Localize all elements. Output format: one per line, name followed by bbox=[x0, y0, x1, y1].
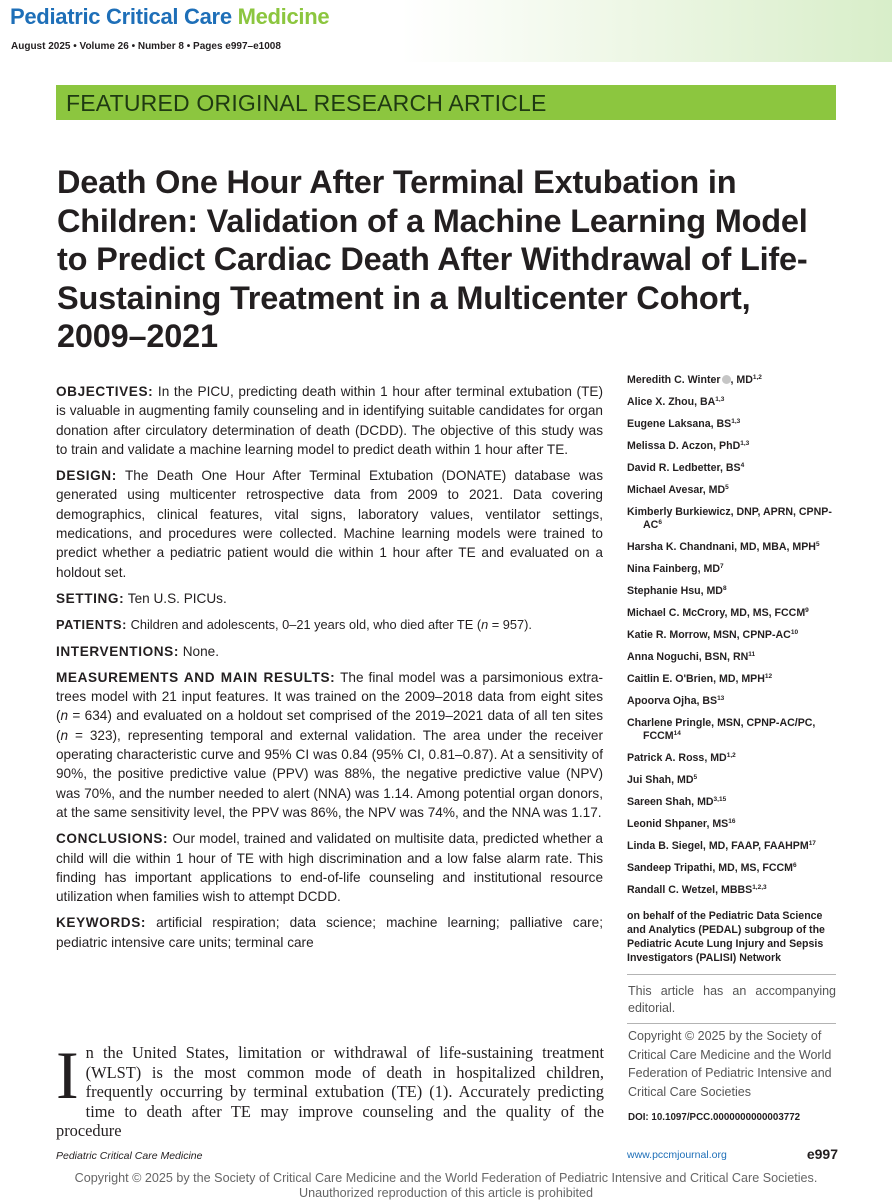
abstract-measurements bbox=[56, 668, 603, 822]
author-affiliation: 12 bbox=[764, 673, 773, 680]
author-affiliation: 10 bbox=[790, 629, 799, 636]
watermark-line: Unauthorized reproduction of this article is prohibited bbox=[298, 1186, 594, 1200]
author-name: Jui Shah, MD bbox=[627, 774, 694, 786]
author-item bbox=[627, 374, 842, 387]
author-item bbox=[627, 506, 842, 532]
author-affiliation: 5 bbox=[693, 774, 698, 781]
author-name: Eugene Laksana, BS bbox=[627, 418, 732, 430]
author-name: Michael C. McCrory, MD, MS, FCCM bbox=[627, 607, 806, 619]
author-name: Sareen Shah, MD bbox=[627, 796, 714, 808]
author-item bbox=[627, 629, 842, 642]
author-affiliation: 17 bbox=[808, 840, 816, 847]
editorial-note: This article has an accompanying editorial. bbox=[628, 984, 836, 1015]
copyright-watermark bbox=[0, 1171, 892, 1201]
abstract-conclusions bbox=[56, 829, 603, 906]
section-label: SETTING: bbox=[56, 590, 125, 606]
body-paragraph bbox=[56, 1037, 604, 1141]
author-affiliation: 11 bbox=[748, 651, 756, 658]
section-text: The final model was a parsimonious extra-trees model with 21 input features. It was trained on the 2009–2018 data from eight sites ( bbox=[56, 669, 604, 724]
section-label: KEYWORDS: bbox=[56, 915, 146, 931]
body-text: n the United States, limitation or withdrawal of life-sustaining treatment (WLST) is the most common mode of death in hospitalized children, frequently occurring by terminal extubation (TE) (1). Accurately predicting time to death after TE may improve counseling and the quality of the procedure bbox=[56, 1043, 604, 1140]
author-affiliation: 1,2 bbox=[752, 374, 762, 381]
section-text: Ten U.S. PICUs. bbox=[127, 590, 227, 606]
article-title: Death One Hour After Terminal Extubation in Children: Validation of a Machine Learning Model to Predict Cardiac Death After Withdrawal of Life-Sustaining Treatment in a Multicenter Cohort, 2009–2021 bbox=[57, 164, 808, 354]
author-item bbox=[627, 818, 842, 831]
author-item bbox=[627, 673, 842, 686]
author-name: Leonid Shpaner, MS bbox=[627, 818, 729, 830]
author-name: Sandeep Tripathi, MD, MS, FCCM bbox=[627, 862, 793, 874]
author-affiliation: 16 bbox=[728, 818, 736, 825]
section-text: The Death One Hour After Terminal Extubation (DONATE) database was generated using multicenter retrospective data from 2009 to 2021. Data covering demographics, clinical features, vital signs, laboratory values, ventilator settings, medications, and procedures were collected. Machine learning models were trained to predict whether a pediatric patient would die within 1 hour after TE and evaluated on a holdout set. bbox=[56, 468, 604, 580]
author-name: Patrick A. Ross, MD bbox=[627, 752, 727, 764]
author-item bbox=[627, 752, 842, 765]
author-item bbox=[627, 396, 842, 409]
author-item bbox=[627, 840, 842, 853]
drop-cap: I bbox=[56, 1037, 79, 1113]
featured-banner: FEATURED ORIGINAL RESEARCH ARTICLE bbox=[56, 85, 836, 120]
author-affiliation: 8 bbox=[722, 585, 727, 592]
author-affiliation: 13 bbox=[717, 695, 725, 702]
footer-url-link[interactable]: www.pccmjournal.org bbox=[627, 1149, 727, 1161]
author-affiliation: 5 bbox=[725, 484, 729, 491]
author-affiliation: 1,2 bbox=[726, 752, 736, 759]
author-item bbox=[627, 796, 842, 809]
section-label: PATIENTS: bbox=[56, 617, 128, 633]
author-group-note: on behalf of the Pediatric Data Science and Analytics (PEDAL) subgroup of the Pediatric Acute Lung Injury and Sepsis Investigators (PALISI) Network bbox=[627, 910, 825, 964]
author-name: Charlene Pringle, MSN, CPNP-AC/PC, FCCM bbox=[627, 717, 816, 742]
n-symbol: n bbox=[60, 727, 69, 743]
issue-line: August 2025 • Volume 26 • Number 8 • Pages e997–e1008 bbox=[11, 41, 281, 52]
sidebar-divider bbox=[627, 1023, 836, 1024]
abstract-interventions bbox=[56, 642, 603, 661]
author-item bbox=[627, 884, 842, 897]
journal-title-accent: Medicine bbox=[237, 4, 330, 29]
author-name: Alice X. Zhou, BA bbox=[627, 396, 716, 408]
orcid-icon[interactable] bbox=[722, 375, 731, 384]
author-item bbox=[627, 484, 842, 497]
section-text: = 323), representing temporal and external validation. The area under the receiver operating characteristic curve and 95% CI was 0.84 (95% CI, 0.81–0.87). At a sensitivity of 90%, the positive predictive value (PPV) was 88%, the negative predictive value (NPV) was 70%, and the number needed to alert (NNA) was 1.14. Among potential organ donors, at the same sensitivity level, the PPV was 86%, the NPV was 74%, and the NNA was 1.17. bbox=[56, 727, 603, 820]
author-name: Randall C. Wetzel, MBBS bbox=[627, 884, 753, 896]
author-affiliation: 9 bbox=[805, 607, 809, 614]
author-affiliation: 3,15 bbox=[713, 796, 727, 803]
n-symbol: n bbox=[60, 708, 69, 724]
author-item bbox=[627, 418, 842, 431]
copyright-notice: Copyright © 2025 by the Society of Critical Care Medicine and the World Federation of Pediatric Intensive and Critical Care Societies bbox=[628, 1029, 832, 1099]
section-label: INTERVENTIONS: bbox=[56, 643, 179, 659]
author-item bbox=[627, 563, 842, 576]
section-text: = 957). bbox=[488, 617, 532, 633]
abstract-objectives bbox=[56, 382, 603, 459]
journal-title bbox=[10, 4, 329, 30]
author-item bbox=[627, 651, 842, 664]
author-affiliation: 14 bbox=[673, 730, 681, 737]
author-name: Apoorva Ojha, BS bbox=[627, 695, 718, 707]
abstract-design bbox=[56, 466, 603, 582]
author-name: Harsha K. Chandnani, MD, MBA, MPH bbox=[627, 541, 816, 553]
author-affiliation: 1,3 bbox=[740, 440, 750, 447]
author-affiliation: 4 bbox=[740, 462, 745, 469]
section-text: Children and adolescents, 0–21 years old, who died after TE ( bbox=[130, 617, 482, 633]
author-affiliation: 7 bbox=[720, 563, 724, 570]
section-label: CONCLUSIONS: bbox=[56, 831, 169, 847]
author-item bbox=[627, 607, 842, 620]
author-name: Linda B. Siegel, MD, FAAP, FAAHPM bbox=[627, 840, 809, 852]
abstract bbox=[56, 382, 603, 959]
doi-link[interactable]: DOI: 10.1097/PCC.0000000000003772 bbox=[628, 1112, 801, 1123]
abstract-setting bbox=[56, 589, 603, 608]
author-name: Kimberly Burkiewicz, DNP, APRN, CPNP-AC bbox=[627, 506, 832, 531]
section-label: OBJECTIVES: bbox=[56, 384, 154, 399]
footer-journal-name: Pediatric Critical Care Medicine bbox=[56, 1150, 203, 1162]
author-item bbox=[627, 774, 842, 787]
author-name: Caitlin E. O'Brien, MD, MPH bbox=[627, 673, 765, 685]
author-name: Michael Avesar, MD bbox=[627, 484, 726, 496]
n-symbol: n bbox=[481, 617, 489, 633]
author-item bbox=[627, 585, 842, 598]
section-text: Our model, trained and validated on multisite data, predicted whether a child will die within 1 hour of TE with high discrimination and a low false alarm rate. This finding has important applications to end-of-life counseling and institutional resource utilization when families wish to attempt DCDD. bbox=[56, 831, 603, 905]
abstract-keywords bbox=[56, 913, 603, 952]
section-text: artificial respiration; data science; machine learning; palliative care; pediatric intensive care units; terminal care bbox=[56, 915, 603, 950]
page-number: e997 bbox=[806, 1146, 838, 1162]
author-item bbox=[627, 440, 842, 453]
section-text: None. bbox=[182, 643, 220, 659]
sidebar-divider bbox=[627, 974, 836, 975]
watermark-line: Copyright © 2025 by the Society of Critical Care Medicine and the World Federation of Pediatric Intensive and Critical Care Societies. bbox=[74, 1171, 818, 1185]
abstract-patients bbox=[56, 615, 603, 634]
author-name: Anna Noguchi, BSN, RN bbox=[627, 651, 749, 663]
author-list bbox=[627, 374, 842, 965]
author-name: Nina Fainberg, MD bbox=[627, 563, 720, 575]
author-degrees: , MD bbox=[730, 374, 753, 386]
author-name: Stephanie Hsu, MD bbox=[627, 585, 723, 597]
author-item bbox=[627, 541, 842, 554]
author-affiliation: 1,3 bbox=[715, 396, 725, 403]
section-text: In the PICU, predicting death within 1 hour after terminal extubation (TE) is valuable in augmenting family counseling and in identifying suitable candidates for organ donation after circulatory determination of death (DCDD). The objective of this study was to train and validate a machine learning model to predict death within 1 hour after TE. bbox=[56, 384, 603, 457]
author-name: Melissa D. Aczon, PhD bbox=[627, 440, 741, 452]
author-name: Katie R. Morrow, MSN, CPNP-AC bbox=[627, 629, 791, 641]
author-affiliation: 5 bbox=[815, 541, 820, 548]
journal-title-main: Pediatric Critical Care bbox=[10, 4, 238, 29]
author-affiliation: 6 bbox=[658, 519, 662, 526]
section-label: DESIGN: bbox=[56, 468, 117, 484]
section-label: MEASUREMENTS AND MAIN RESULTS: bbox=[56, 669, 336, 685]
author-item bbox=[627, 462, 842, 475]
masthead bbox=[0, 0, 892, 62]
author-affiliation: 1,2,3 bbox=[752, 884, 767, 891]
author-name: Meredith C. Winter bbox=[627, 374, 721, 386]
author-item bbox=[627, 717, 842, 743]
author-item bbox=[627, 862, 842, 875]
author-affiliation: 6 bbox=[792, 862, 797, 869]
section-text: = 634) and evaluated on a holdout set comprised of the 2019–2021 data of all ten sites ( bbox=[56, 708, 603, 743]
author-name: David R. Ledbetter, BS bbox=[627, 462, 741, 474]
author-affiliation: 1,3 bbox=[731, 418, 741, 425]
author-item bbox=[627, 695, 842, 708]
